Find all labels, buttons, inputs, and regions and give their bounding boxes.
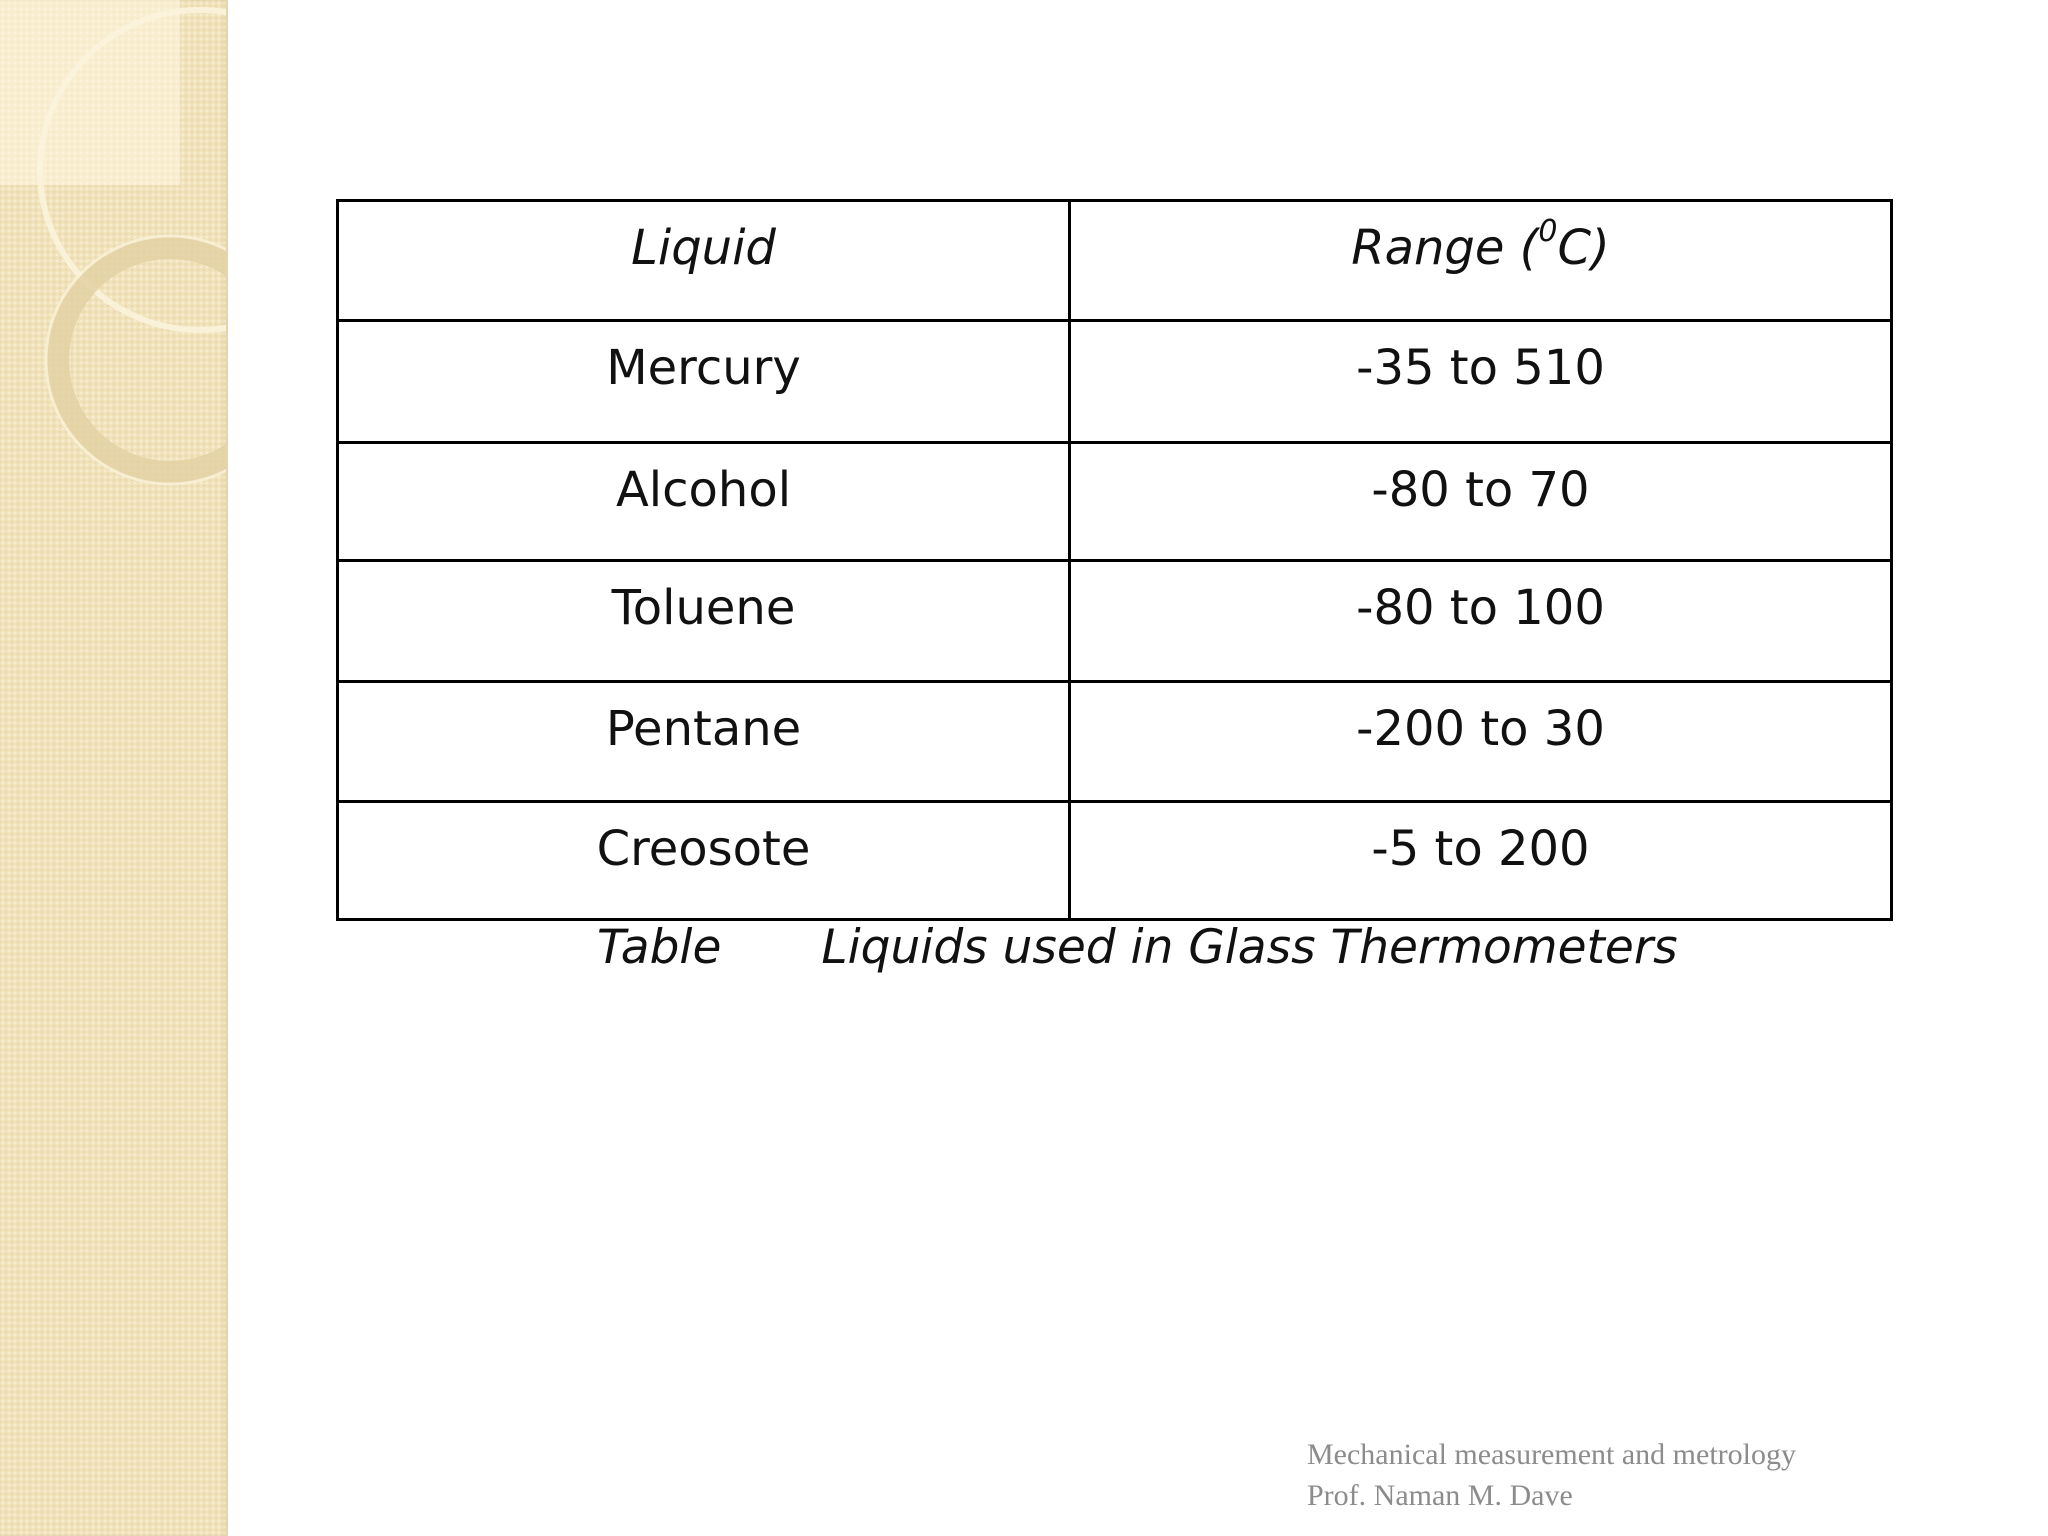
- header-range-prefix: Range (: [1351, 220, 1539, 276]
- range-cell: -35 to 510: [1070, 321, 1892, 443]
- range-cell: -5 to 200: [1070, 802, 1892, 920]
- table-row: [338, 802, 1892, 920]
- slide-footer: [1307, 1434, 1796, 1516]
- caption-text: Liquids used in Glass Thermometers: [821, 920, 1678, 975]
- header-range-suffix: C): [1557, 220, 1610, 276]
- range-cell: -200 to 30: [1070, 682, 1892, 802]
- header-range-degree: 0: [1538, 214, 1558, 249]
- header-range: [1070, 201, 1892, 321]
- range-cell: -80 to 100: [1070, 561, 1892, 682]
- liquid-cell: Alcohol: [338, 443, 1070, 561]
- side-panel-edge: [226, 0, 228, 1536]
- liquid-cell: Creosote: [338, 802, 1070, 920]
- liquids-table-container: [336, 199, 1890, 921]
- decorative-side-panel: [0, 0, 228, 1536]
- header-liquid: Liquid: [338, 201, 1070, 321]
- footer-author: Prof. Naman M. Dave: [1307, 1479, 1573, 1512]
- caption-label: Table: [597, 920, 722, 975]
- table-header-row: [338, 201, 1892, 321]
- table-row: [338, 443, 1892, 561]
- footer-course-title: Mechanical measurement and metrology: [1307, 1438, 1796, 1471]
- table-row: [338, 682, 1892, 802]
- liquid-cell: Pentane: [338, 682, 1070, 802]
- decorative-rings: [0, 0, 228, 1536]
- table-caption: [597, 920, 1678, 975]
- small-ring-highlight: [46, 236, 228, 484]
- large-ring: [40, 10, 228, 330]
- table-row: [338, 561, 1892, 682]
- liquids-table: [336, 199, 1893, 921]
- table-row: [338, 321, 1892, 443]
- liquid-cell: Toluene: [338, 561, 1070, 682]
- liquid-cell: Mercury: [338, 321, 1070, 443]
- small-ring: [58, 248, 228, 472]
- range-cell: -80 to 70: [1070, 443, 1892, 561]
